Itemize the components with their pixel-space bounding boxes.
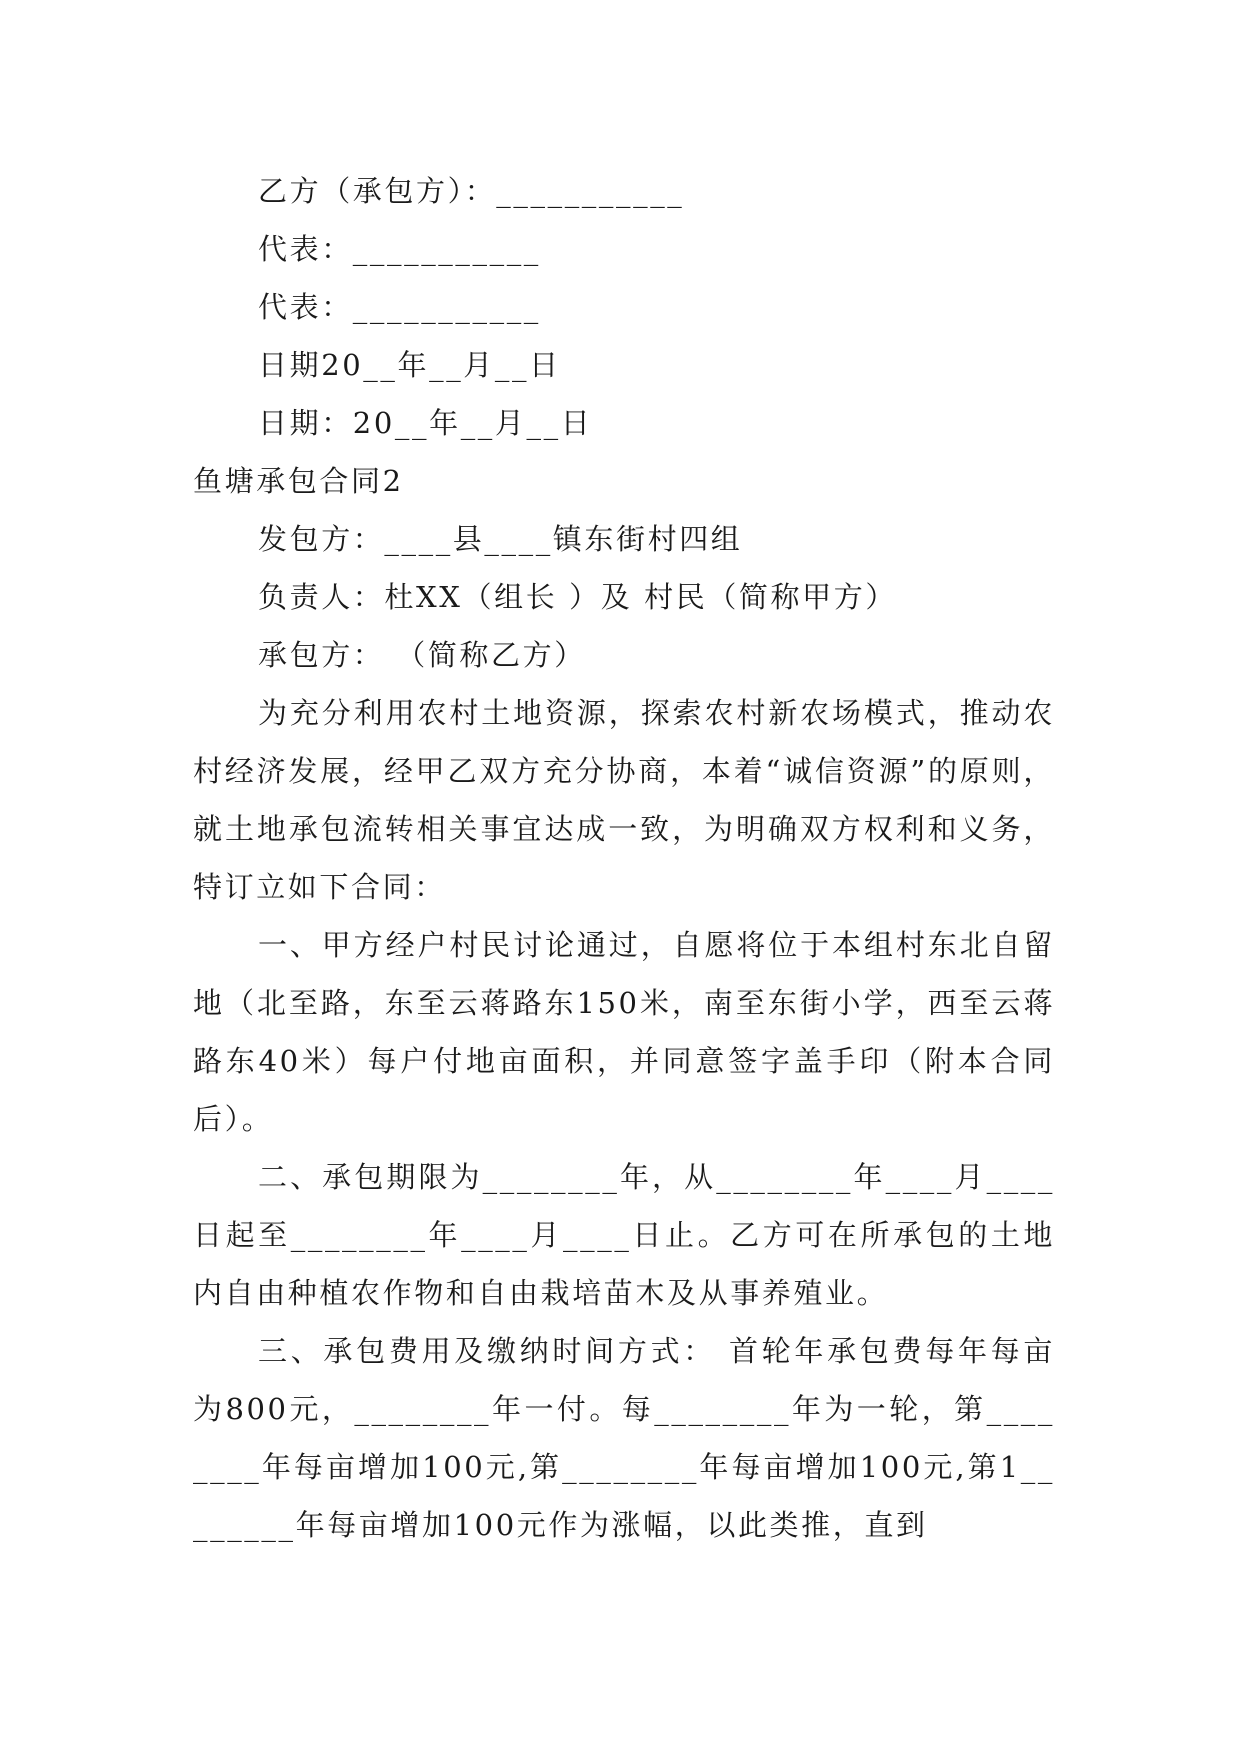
document-body [193,162,1055,1554]
responsible-person-line: 负责人：杜XX（组长 ）及 村民（简称甲方） [258,580,897,614]
representative-line-2: 代表：___________ [258,290,541,324]
contract-title: 鱼塘承包合同2 [193,464,404,498]
party-b-line: 乙方（承包方）：___________ [258,174,685,208]
preamble-paragraph: 为充分利用农村土地资源，探索农村新农场模式，推动农村经济发展，经甲乙双方充分协商，本着“诚信资源”的原则，就土地承包流转相关事宜达成一致，为明确双方权利和义务，特订立如下合同： [193,696,1055,904]
contractor-line: 承包方： （简称乙方） [258,638,586,672]
clause-3-paragraph: 三、承包费用及缴纳时间方式： 首轮年承包费每年每亩为800元，________年一付。每________年为一轮，第________年每亩增加100元,第________年每亩增加100元,第1________年每亩增加100元作为涨幅，以此类推，直到 [193,1334,1055,1542]
date-line-2: 日期：20__年__月__日 [258,406,593,440]
representative-line-1: 代表：___________ [258,232,541,266]
date-line-1: 日期20__年__月__日 [258,348,561,382]
issuer-line: 发包方：____县____镇东街村四组 [258,522,743,556]
clause-2-paragraph: 二、承包期限为________年，从________年____月____日起至________年____月____日止。乙方可在所承包的土地内自由种植农作物和自由栽培苗木及从事养殖业。 [193,1160,1055,1310]
clause-1-paragraph: 一、甲方经户村民讨论通过，自愿将位于本组村东北自留地（北至路，东至云蒋路东150米，南至东街小学，西至云蒋路东40米）每户付地亩面积，并同意签字盖手印（附本合同后）。 [193,928,1055,1136]
